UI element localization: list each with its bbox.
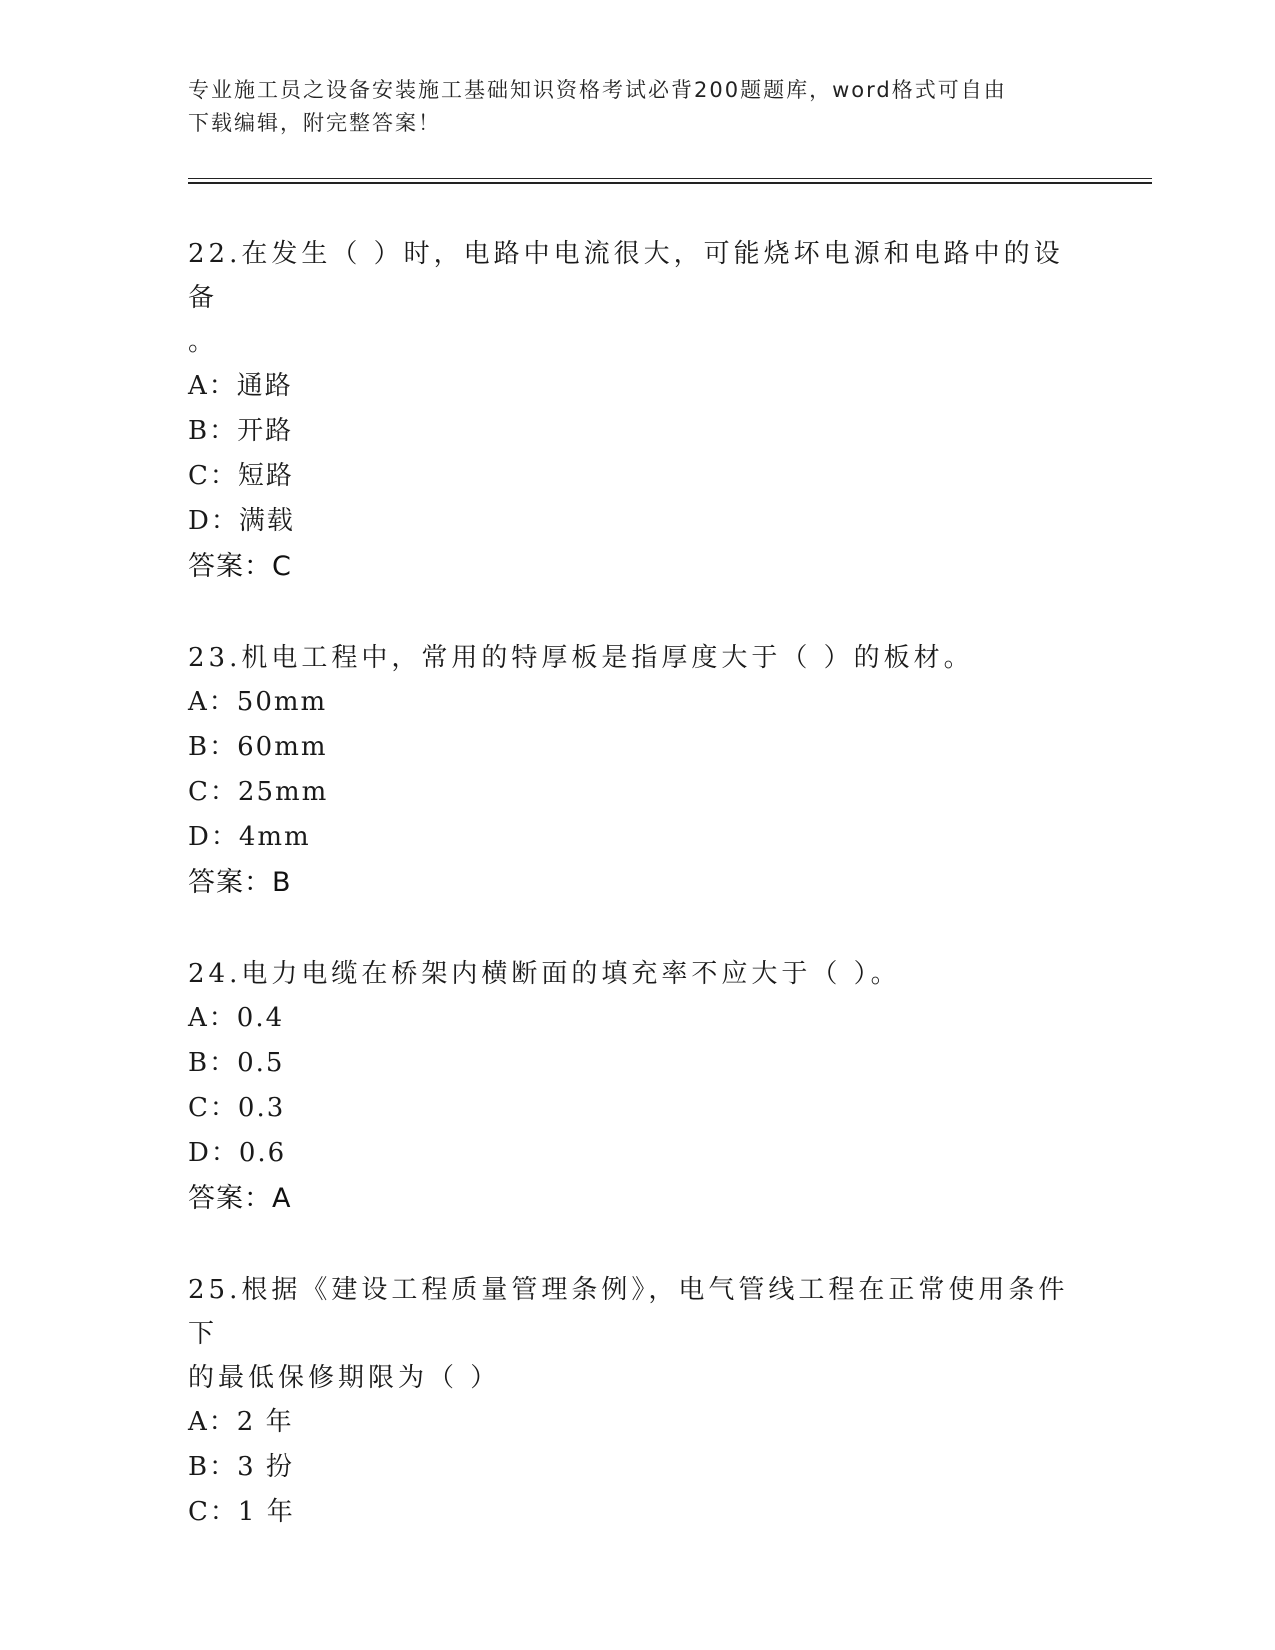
question-text-line-1: 23.机电工程中，常用的特厚板是指厚度大于（ ）的板材。 [188,643,974,673]
question-25 [188,1268,1088,1535]
option-value: 0.3 [237,1093,286,1123]
option-value: 1 年 [237,1497,295,1527]
question-text-line-1: 24.电力电缆在桥架内横断面的填充率不应大于（ ）。 [188,959,901,989]
option-value: 50mm [236,687,328,717]
option-key: D： [188,822,239,852]
document-header [188,74,1068,140]
option-key: A： [188,371,237,401]
option-key: A： [188,1003,237,1033]
option-value: 通路 [236,371,293,401]
option-key: D： [188,1138,239,1168]
answer-text: 答案：A [188,1183,292,1214]
option-list [188,1400,1088,1535]
option-key: A： [188,687,237,717]
option-d [188,499,1088,544]
answer-text: 答案：B [188,867,292,898]
question-text-line-1: 25.根据《建设工程质量管理条例》，电气管线工程在正常使用条件下 [188,1275,1069,1349]
question-text [188,952,1088,996]
option-value: 0.6 [238,1138,287,1168]
option-key: B： [188,732,238,762]
question-23 [188,636,1088,906]
option-value: 0.4 [236,1003,285,1033]
option-d [188,815,1088,860]
question-text-line-1: 22.在发生（ ）时，电路中电流很大，可能烧坏电源和电路中的设备 [188,239,1064,313]
question-list [188,232,1088,1581]
option-a [188,996,1088,1041]
answer-text: 答案：C [188,551,292,582]
option-list [188,364,1088,544]
option-value: 2 年 [236,1407,294,1437]
option-key: A： [188,1407,237,1437]
option-key: B： [188,1452,238,1482]
header-divider-thin [188,178,1152,179]
option-key: C： [188,777,238,807]
option-b [188,1445,1088,1490]
option-b [188,1041,1088,1086]
option-value: 短路 [237,461,294,491]
option-a [188,1400,1088,1445]
option-value: 满载 [238,506,295,536]
question-24 [188,952,1088,1222]
option-c [188,454,1088,499]
option-key: C： [188,1093,238,1123]
option-key: C： [188,461,238,491]
header-line-1: 专业施工员之设备安装施工基础知识资格考试必背200题题库，word格式可自由 [188,78,1007,102]
question-22 [188,232,1088,590]
option-list [188,996,1088,1176]
option-d [188,1131,1088,1176]
option-key: D： [188,506,239,536]
header-divider-thick [188,182,1152,184]
option-value: 4mm [238,822,311,852]
option-value: 60mm [237,732,328,762]
option-key: C： [188,1497,238,1527]
question-text-line-2: 的最低保修期限为（ ） [188,1363,501,1393]
question-text [188,1268,1088,1400]
header-line-2: 下载编辑，附完整答案！ [188,111,441,135]
option-value: 0.5 [237,1048,285,1078]
option-key: B： [188,416,238,446]
option-a [188,364,1088,409]
option-b [188,725,1088,770]
option-c [188,1086,1088,1131]
option-value: 3 扮 [237,1452,294,1482]
option-value: 开路 [237,416,294,446]
option-key: B： [188,1048,238,1078]
option-b [188,409,1088,454]
option-list [188,680,1088,860]
question-text-line-2: 。 [188,327,219,357]
option-value: 25mm [237,777,329,807]
option-c [188,1490,1088,1535]
option-a [188,680,1088,725]
question-text [188,232,1088,364]
option-c [188,770,1088,815]
question-text [188,636,1088,680]
